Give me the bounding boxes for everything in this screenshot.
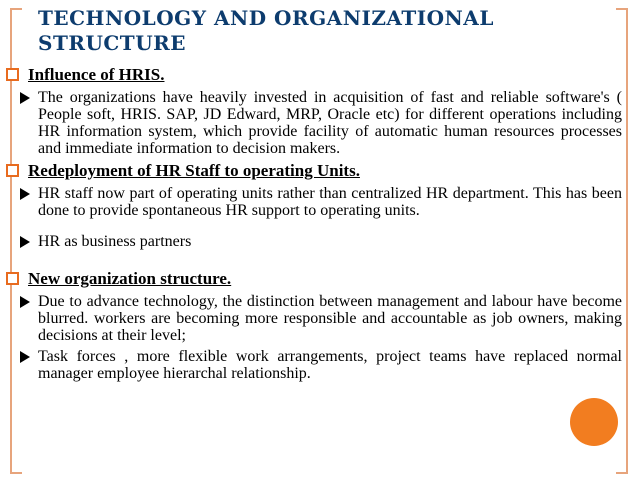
list-item-text: Due to advance technology, the distinction between management and labour have become blurred. workers are becoming more responsible and accountable as job owners, making decisions at their level; <box>38 293 622 344</box>
square-bullet-icon <box>6 68 19 81</box>
triangle-bullet-icon <box>20 236 30 248</box>
list-item-text: HR staff now part of operating units rather than centralized HR department. This has been done to provide spontaneous HR support to operating units. <box>38 185 622 219</box>
triangle-bullet-icon <box>20 92 30 104</box>
section-heading <box>6 160 622 181</box>
triangle-bullet-icon <box>20 296 30 308</box>
section-heading-text: Redeployment of HR Staff to operating Units. <box>28 160 360 180</box>
section-redeployment <box>6 160 622 250</box>
list-item <box>20 89 622 157</box>
accent-circle <box>570 398 618 446</box>
list-item <box>20 233 622 250</box>
square-bullet-icon <box>6 164 19 177</box>
triangle-bullet-icon <box>20 351 30 363</box>
slide-title: TECHNOLOGY AND ORGANIZATIONAL STRUCTURE <box>38 6 494 55</box>
section-heading-text: New organization structure. <box>28 268 232 288</box>
section-heading <box>6 64 622 85</box>
section-new-structure <box>6 268 622 382</box>
section-heading <box>6 268 622 289</box>
list-item-text: The organizations have heavily invested in acquisition of fast and reliable software's ( People soft, HRIS. SAP, JD Edward, MRP, Oracle etc) for different operations including HR information system, which provide facility of automatic human resources processes and immediate information to decision makers. <box>38 89 622 157</box>
list-item-text: HR as business partners <box>38 233 192 250</box>
section-hris <box>6 64 622 157</box>
list-item <box>20 293 622 344</box>
triangle-bullet-icon <box>20 188 30 200</box>
list-item-text: Task forces , more flexible work arrangements, project teams have replaced normal manager employee hierarchal relationship. <box>38 348 622 382</box>
square-bullet-icon <box>6 272 19 285</box>
list-item <box>20 185 622 219</box>
section-heading-text: Influence of HRIS. <box>28 64 165 84</box>
list-item <box>20 348 622 382</box>
slide-content <box>6 64 622 382</box>
